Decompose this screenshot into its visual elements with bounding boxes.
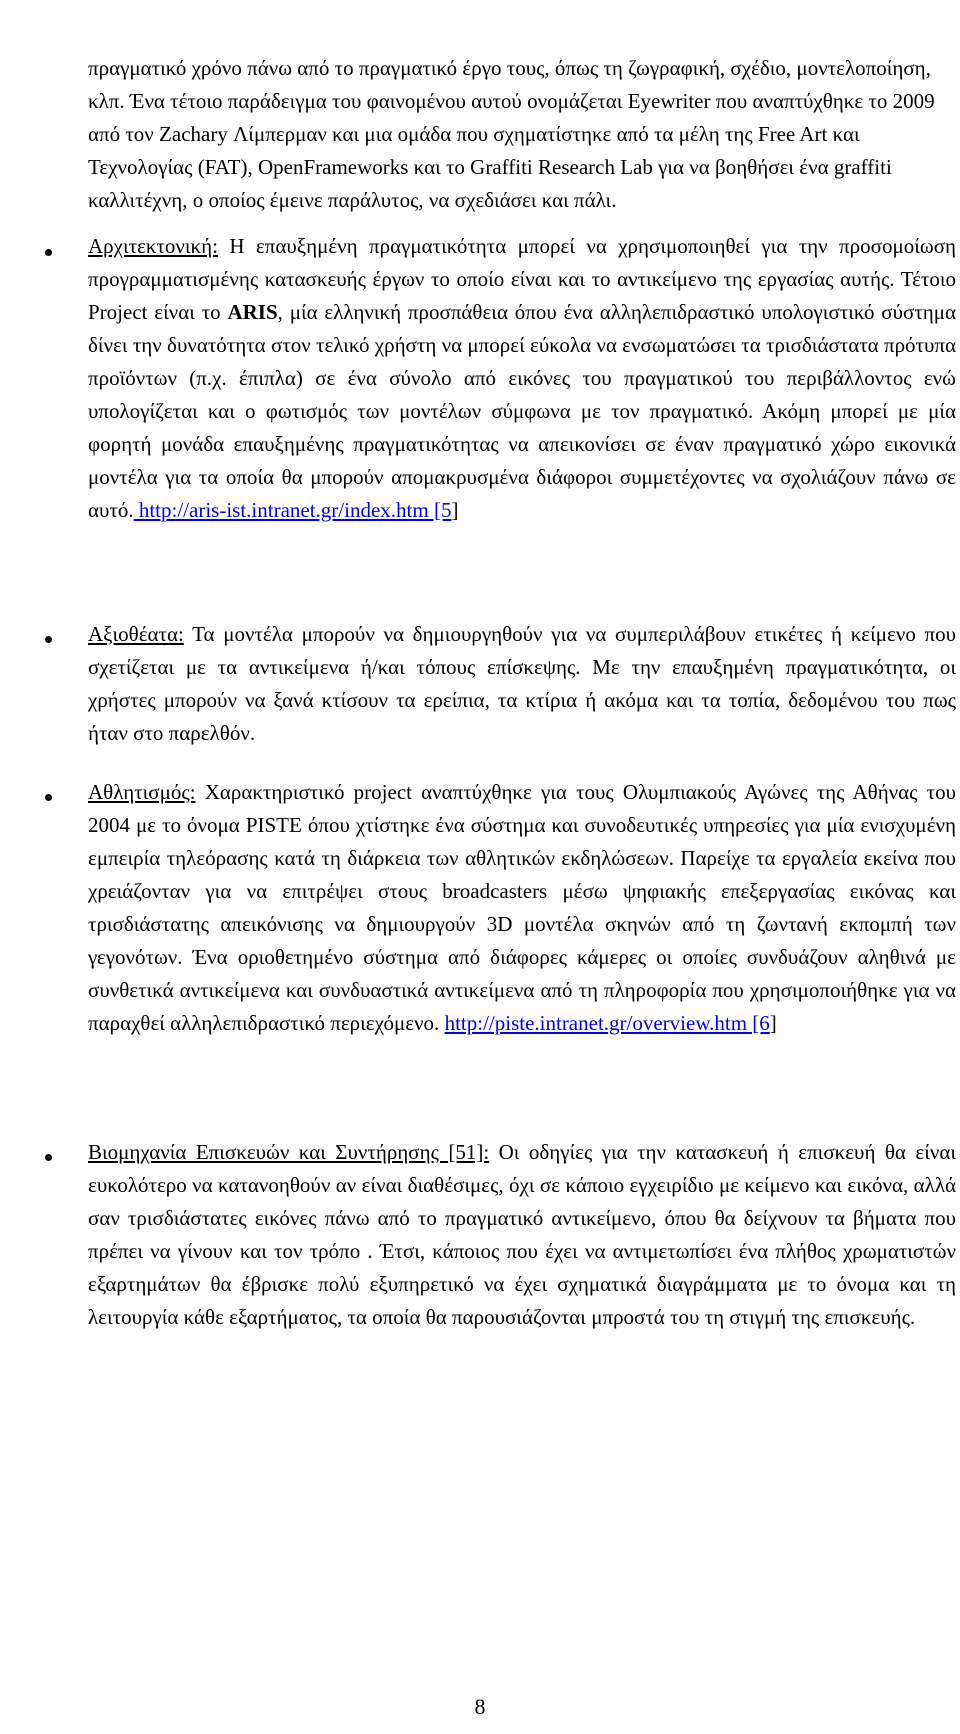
item-text: Τα μοντέλα μπορούν να δημιουργηθούν για να συμπεριλάβουν ετικέτες ή κείμενο που σχετίζεται με τα αντικείμενα ή/και τόπους επίσκεψης. Με την επαυξημένη πραγματικότητα, οι χρήστες μπορούν να ξανά κτίσουν τα ερείπια, τα κτίρια ή ακόμα και τα τοπία, δεδομένου του πως ήταν στο παρελθόν.: [88, 622, 956, 745]
list-item-sports: [88, 776, 956, 1040]
item-bracket: ]: [769, 1011, 777, 1035]
bullet-icon: [42, 633, 54, 645]
list-item-repair-industry: [88, 1136, 956, 1334]
bullet-icon: [42, 1151, 54, 1163]
bullet-icon: [42, 246, 54, 258]
item-text: Χαρακτηριστικό project αναπτύχθηκε για τους Ολυμπιακούς Αγώνες της Αθήνας του 2004 με το όνομα PISTE όπου χτίστηκε ένα σύστημα και συνοδευτικές υπηρεσίες για μία ενισχυμένη εμπειρία τηλεόρασης κατά τη διάρκεια των αθλητικών εκδηλώσεων. Παρείχε τα εργαλεία εκείνα που χρειάζονταν για να επιτρέψει στους broadcasters μέσω ψηφιακής επεξεργασίας εικόνας και τρισδιάστατης απεικόνισης να δημιουργούν 3D μοντέλα σκηνών από τη ζωντανή εκπομπή των γεγονότων. Ένα οριοθετημένο σύστημα από διάφορες κάμερες οι οποίες συνδυάζουν αληθινά με συνθετικά αντικείμενα και συνδυαστικά αντικείμενα από τη πληροφορία που χρησιμοποιήθηκε για να παραχθεί αλληλεπιδραστικό περιεχόμενο.: [88, 780, 956, 1035]
item-text: Η επαυξημένη πραγματικότητα μπορεί να χρησιμοποιηθεί για την προσομοίωση προγραμματισμένης κατασκευής έργων το οποίο είναι και το αντικείμενο της εργασίας αυτής. Τέτοιο Project είναι το: [88, 234, 956, 324]
aris-link[interactable]: http://aris-ist.intranet.gr/index.htm [5: [133, 498, 452, 522]
item-term: Βιομηχανία Επισκευών και Συντήρησης [51]:: [88, 1140, 490, 1164]
item-term: Αξιοθέατα:: [88, 622, 184, 646]
item-term: Αρχιτεκτονική:: [88, 234, 218, 258]
intro-paragraph: πραγματικό χρόνο πάνω από το πραγματικό έργο τους, όπως τη ζωγραφική, σχέδιο, μοντελοποίηση, κλπ. Ένα τέτοιο παράδειγμα του φαινομένου αυτού ονομάζεται Eyewriter που αναπτύχθηκε το 2009 από τον Zachary Λίμπερμαν και μια ομάδα που σχηματίστηκε από τα μέλη της Free Art και Τεχνολογίας (FAT), OpenFrameworks και το Graffiti Research Lab για να βοηθήσει ένα graffiti καλλιτέχνη, ο οποίος έμεινε παράλυτος, να σχεδιάσει και πάλι.: [88, 56, 935, 212]
bullet-icon: [42, 791, 54, 803]
item-bracket: ]: [451, 498, 459, 522]
item-bold-term: ARIS: [227, 300, 278, 324]
item-text: Οι οδηγίες για την κατασκευή ή επισκευή θα είναι ευκολότερο να κατανοηθούν αν είναι διαθέσιμες, όχι σε κάποιο εγχειρίδιο με κείμενο και εικόνα, αλλά σαν τρισδιάστατες εικόνες πάνω από το πραγματικό αντικείμενο, όπου θα δείχνουν τα βήματα που πρέπει να γίνουν και τον τρόπο . Έτσι, κάποιος που έχει να αντιμετωπίσει ένα πλήθος χρωματιστών εξαρτημάτων θα έβρισκε πολύ εξυπηρετικό να έχει σχηματικά διαγράμματα με το όνομα και τη λειτουργία κάθε εξαρτήματος, τα οποία θα παρουσιάζονται μπροστά του τη στιγμή της επισκευής.: [88, 1140, 956, 1329]
page-number: 8: [474, 1694, 486, 1719]
item-text: , μία ελληνική προσπάθεια όπου ένα αλληλεπιδραστικό υπολογιστικό σύστημα δίνει την δυνατότητα στον τελικό χρήστη να μπορεί εύκολα να ενσωματώσει τα τρισδιάστατα πρότυπα προϊόντων (π.χ. έπιπλα) σε ένα σύνολο από εικόνες του πραγματικού του περιβάλλοντος ενώ υπολογίζεται και ο φωτισμός των μοντέλων σύμφωνα με τον πραγματικό. Ακόμη μπορεί με μία φορητή μονάδα επαυξημένης πραγματικότητας να απεικονίσει σε έναν πραγματικό χώρο εικονικά μοντέλα για τα οποία θα μπορούν απομακρυσμένα διάφοροι συμμετέχοντες να σχολιάζουν πάνω σε αυτό.: [88, 300, 956, 522]
list-item-architecture: [88, 230, 956, 527]
piste-link[interactable]: http://piste.intranet.gr/overview.htm [6: [444, 1011, 770, 1035]
list-item-sights: [88, 618, 956, 750]
item-term: Αθλητισμός:: [88, 780, 196, 804]
